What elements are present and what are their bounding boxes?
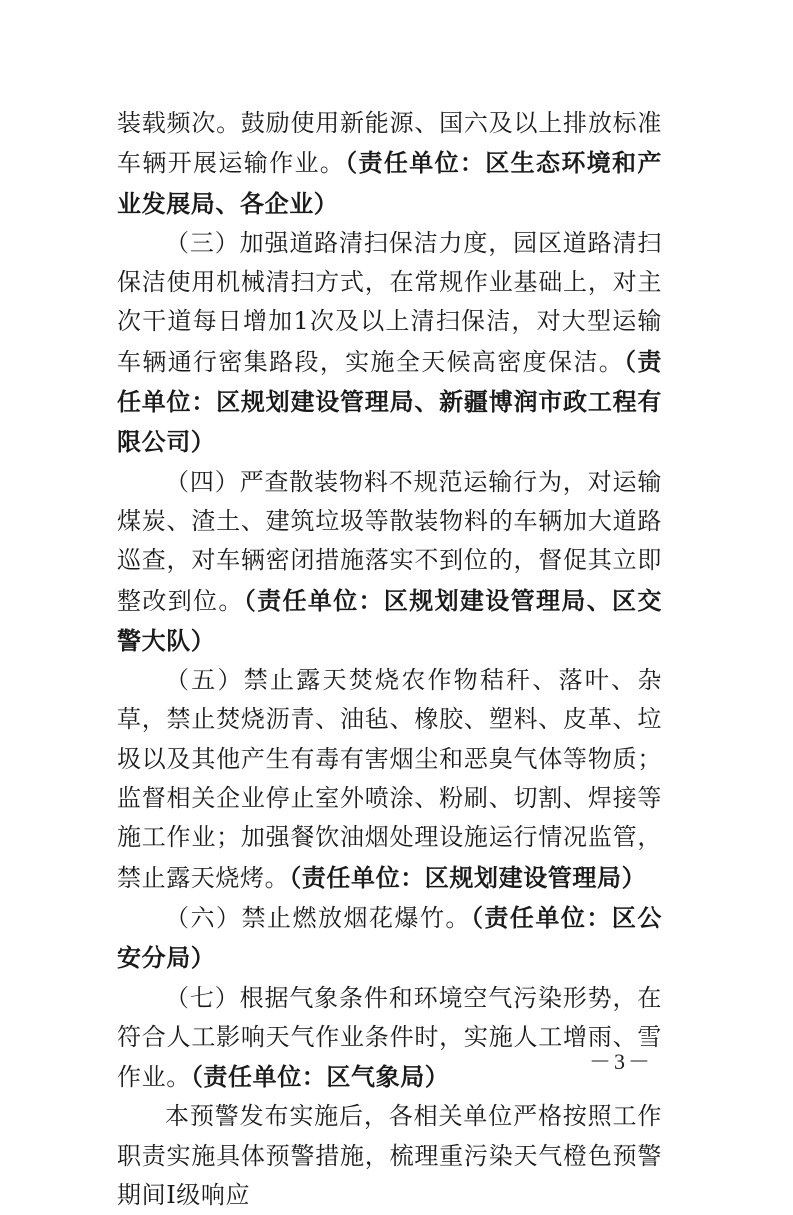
responsibility-note: （责任单位：区规划建设管理局）: [289, 862, 647, 892]
responsibility-note: （责任单位：区规划建设管理局、区交警大队）: [117, 585, 662, 655]
paragraph-text: （三）加强道路清扫保洁力度，园区道路清扫保洁使用机械清扫方式，在常规作业基础上，对主次干道每日增加1次及以上清扫保洁，对大型运输车辆通行密集路段，实施全天候高密度保洁。: [117, 228, 662, 376]
responsibility-note: （责任单位：区规划建设管理局、新疆博润市政工程有限公司）: [117, 346, 662, 457]
paragraph-text: 装载频次。鼓励使用新能源、国六及以上排放标准车辆开展运输作业。: [117, 109, 662, 178]
paragraph-continuation: [117, 104, 662, 224]
page-number: －3－: [589, 1049, 654, 1074]
paragraph-weather-modification: [117, 979, 662, 1098]
document-body: [117, 104, 662, 1215]
paragraph-text: （五）禁止露天焚烧农作物秸秆、落叶、杂草，禁止焚烧沥青、油毡、橡胶、塑料、皮革、垃圾以及其他产生有毒有害烟尘和恶臭气体等物质；监督相关企业停止室外喷涂、粉刷、切割、焊接等施工作业；加强餐饮油烟处理设施运行情况监管，禁止露天烧烤。: [117, 666, 662, 892]
paragraph-text: （四）严查散装物料不规范运输行为，对运输煤炭、渣土、建筑垃圾等散装物料的车辆加大道路巡查，对车辆密闭措施落实不到位的，督促其立即整改到位。: [117, 467, 662, 615]
paragraph-road-cleaning: [117, 224, 662, 463]
responsibility-note: （责任单位：区生态环境和产业发展局、各企业）: [117, 148, 662, 218]
paragraph-open-burning: [117, 661, 662, 898]
paragraph-text: （七）根据气象条件和环境空气污染形势，在符合人工影响天气作业条件时，实施人工增雨、雪作业。: [117, 983, 662, 1092]
paragraph-implementation: [117, 1097, 662, 1215]
responsibility-note: （责任单位：区公安分局）: [117, 902, 662, 973]
paragraph-fireworks: [117, 898, 662, 979]
paragraph-bulk-transport: [117, 463, 662, 661]
paragraph-text: （六）禁止燃放烟花爆竹。: [165, 903, 471, 932]
responsibility-note: （责任单位：区气象局）: [190, 1062, 450, 1092]
paragraph-text: 本预警发布实施后，各相关单位严格按照工作职责实施具体预警措施，梳理重污染天气橙色预警期间Ⅰ级响应: [117, 1102, 662, 1210]
